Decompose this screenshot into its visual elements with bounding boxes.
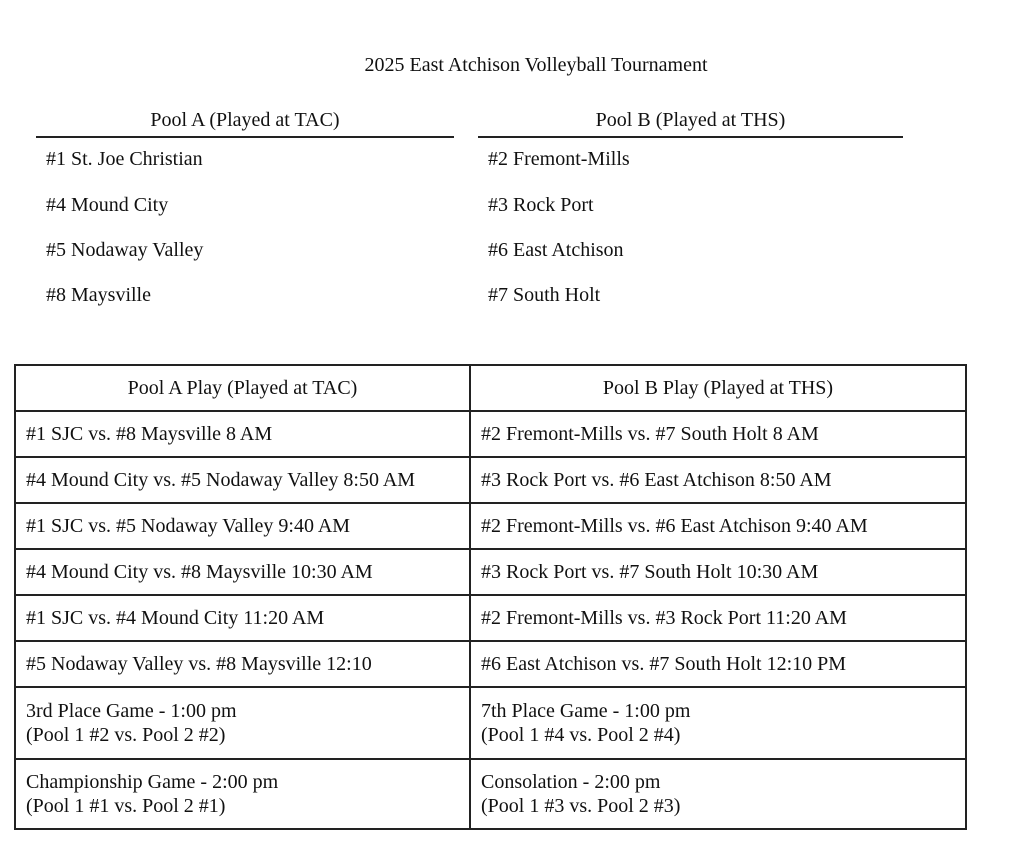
table-row-finals bbox=[15, 687, 966, 759]
pool-team: #2 Fremont-Mills bbox=[488, 148, 630, 170]
pool-team: #8 Maysville bbox=[46, 283, 151, 306]
pool-team: #4 Mound City bbox=[46, 193, 169, 216]
table-row bbox=[15, 457, 966, 503]
match-cell: #4 Mound City vs. #5 Nodaway Valley 8:50 AM bbox=[15, 457, 470, 503]
game-title: Consolation - 2:00 pm bbox=[481, 771, 661, 793]
game-matchup: (Pool 1 #3 vs. Pool 2 #3) bbox=[481, 795, 681, 817]
match-cell: #4 Mound City vs. #8 Maysville 10:30 AM bbox=[15, 549, 470, 595]
third-place-game-cell bbox=[15, 687, 470, 759]
table-row bbox=[15, 503, 966, 549]
match-cell: #1 SJC vs. #4 Mound City 11:20 AM bbox=[15, 595, 470, 641]
pool-a-heading: Pool A (Played at TAC) bbox=[36, 104, 454, 138]
pool-team: #1 St. Joe Christian bbox=[46, 148, 203, 170]
table-row-finals bbox=[15, 759, 966, 829]
match-cell: #1 SJC vs. #5 Nodaway Valley 9:40 AM bbox=[15, 503, 470, 549]
game-matchup: (Pool 1 #1 vs. Pool 2 #1) bbox=[26, 795, 226, 817]
pool-b-list bbox=[478, 104, 903, 317]
table-row bbox=[15, 549, 966, 595]
pool-team: #6 East Atchison bbox=[488, 238, 624, 261]
seventh-place-game-cell bbox=[470, 687, 966, 759]
page-title: 2025 East Atchison Volleyball Tournament bbox=[364, 54, 708, 76]
match-cell: #3 Rock Port vs. #7 South Holt 10:30 AM bbox=[470, 549, 966, 595]
pool-a-list bbox=[36, 104, 454, 317]
game-title: Championship Game - 2:00 pm bbox=[26, 771, 279, 793]
game-matchup: (Pool 1 #4 vs. Pool 2 #4) bbox=[481, 724, 681, 746]
game-title: 7th Place Game - 1:00 pm bbox=[481, 700, 691, 722]
pool-b-teams bbox=[478, 138, 903, 317]
table-row bbox=[15, 641, 966, 687]
match-cell: #2 Fremont-Mills vs. #6 East Atchison 9:40 AM bbox=[470, 503, 966, 549]
match-cell: #2 Fremont-Mills vs. #3 Rock Port 11:20 AM bbox=[470, 595, 966, 641]
game-title: 3rd Place Game - 1:00 pm bbox=[26, 700, 237, 722]
schedule-header-row bbox=[15, 365, 966, 411]
table-row bbox=[15, 411, 966, 457]
pool-team: #3 Rock Port bbox=[488, 193, 594, 216]
championship-game-cell bbox=[15, 759, 470, 829]
pool-b-play-header: Pool B Play (Played at THS) bbox=[470, 365, 966, 411]
match-cell: #5 Nodaway Valley vs. #8 Maysville 12:10 bbox=[15, 641, 470, 687]
match-cell: #6 East Atchison vs. #7 South Holt 12:10 PM bbox=[470, 641, 966, 687]
pool-a-teams bbox=[36, 138, 454, 317]
game-matchup: (Pool 1 #2 vs. Pool 2 #2) bbox=[26, 724, 226, 746]
match-cell: #2 Fremont-Mills vs. #7 South Holt 8 AM bbox=[470, 411, 966, 457]
match-cell: #1 SJC vs. #8 Maysville 8 AM bbox=[15, 411, 470, 457]
pool-team: #5 Nodaway Valley bbox=[46, 238, 204, 261]
match-cell: #3 Rock Port vs. #6 East Atchison 8:50 AM bbox=[470, 457, 966, 503]
pool-a-play-header: Pool A Play (Played at TAC) bbox=[15, 365, 470, 411]
table-row bbox=[15, 595, 966, 641]
schedule-table bbox=[14, 364, 967, 830]
pool-team: #7 South Holt bbox=[488, 283, 601, 306]
pool-b-heading: Pool B (Played at THS) bbox=[478, 104, 903, 138]
consolation-game-cell bbox=[470, 759, 966, 829]
